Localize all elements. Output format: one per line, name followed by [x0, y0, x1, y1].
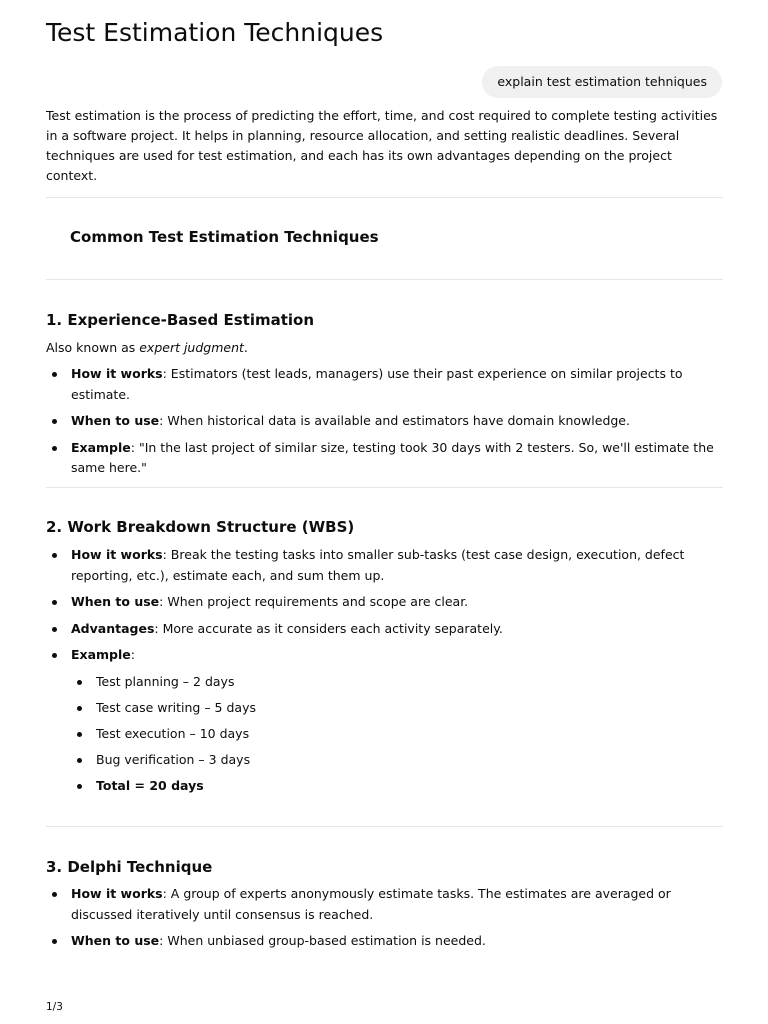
- list-item: [46, 592, 723, 613]
- list-item: [46, 619, 723, 640]
- item-label: When to use: [71, 413, 160, 428]
- item-label: How it works: [71, 547, 163, 562]
- item-label: Example: [71, 647, 131, 662]
- aka-prefix: Also known as: [46, 340, 140, 355]
- sublist-item: Test planning – 2 days: [71, 672, 723, 693]
- aka-line: [46, 338, 248, 358]
- example-sublist: [71, 672, 723, 797]
- item-text: : More accurate as it considers each activity separately.: [154, 620, 503, 636]
- item-text: : When project requirements and scope are clear.: [159, 594, 469, 609]
- technique-1-heading: 1. Experience-Based Estimation: [46, 311, 315, 329]
- sublist-item: Bug verification – 3 days: [71, 750, 723, 771]
- divider: [46, 487, 723, 488]
- list-item: [46, 411, 723, 432]
- item-text: : Break the testing tasks into smaller sub-tasks (test case design, execution, defect reporting, etc.), estimate each, and sum them up.: [71, 547, 685, 583]
- technique-1-list: [46, 364, 723, 485]
- technique-3-heading: 3. Delphi Technique: [46, 858, 213, 876]
- divider: [46, 279, 723, 280]
- item-text: : When historical data is available and estimators have domain knowledge.: [159, 413, 630, 428]
- list-item: [46, 364, 723, 405]
- item-label: How it works: [71, 886, 163, 901]
- aka-term: expert judgment: [139, 340, 244, 355]
- sublist-item: Test execution – 10 days: [71, 724, 723, 745]
- list-item: [46, 931, 723, 952]
- divider: [46, 826, 723, 827]
- sublist-total: [71, 776, 723, 797]
- item-text: :: [130, 647, 135, 662]
- item-label: Example: [71, 439, 131, 455]
- technique-2-list: [46, 545, 723, 802]
- item-label: When to use: [71, 933, 160, 948]
- total-label: Total = 20 days: [96, 777, 204, 793]
- item-label: Advantages: [71, 620, 155, 636]
- divider: [46, 197, 723, 198]
- item-label: When to use: [71, 594, 160, 609]
- technique-3-list: [46, 884, 723, 958]
- list-item: [46, 438, 723, 479]
- item-text: : Estimators (test leads, managers) use their past experience on similar projects to estimate.: [71, 366, 683, 402]
- user-query-bubble: explain test estimation tehniques: [482, 66, 722, 98]
- list-item: [46, 545, 723, 586]
- intro-paragraph: Test estimation is the process of predicting the effort, time, and cost required to complete testing activities in a software project. It helps in planning, resource allocation, and setting realistic deadlines. Several techniques are used for test estimation, and each has its own advantages depending on the project context.: [46, 108, 718, 183]
- list-item: [46, 884, 723, 925]
- aka-suffix: .: [243, 340, 248, 355]
- list-item: [46, 645, 723, 796]
- item-text: : A group of experts anonymously estimate tasks. The estimates are averaged or discussed iteratively until consensus is reached.: [71, 886, 671, 922]
- item-text: : When unbiased group-based estimation is needed.: [159, 933, 486, 948]
- item-text: : "In the last project of similar size, testing took 30 days with 2 testers. So, we'll estimate the same here.": [71, 439, 714, 475]
- page-number: 1/3: [46, 1001, 63, 1013]
- technique-2-heading: 2. Work Breakdown Structure (WBS): [46, 518, 355, 536]
- sublist-item: Test case writing – 5 days: [71, 698, 723, 719]
- item-label: How it works: [71, 366, 163, 381]
- section-heading: Common Test Estimation Techniques: [70, 228, 379, 246]
- document-title: Test Estimation Techniques: [46, 18, 384, 47]
